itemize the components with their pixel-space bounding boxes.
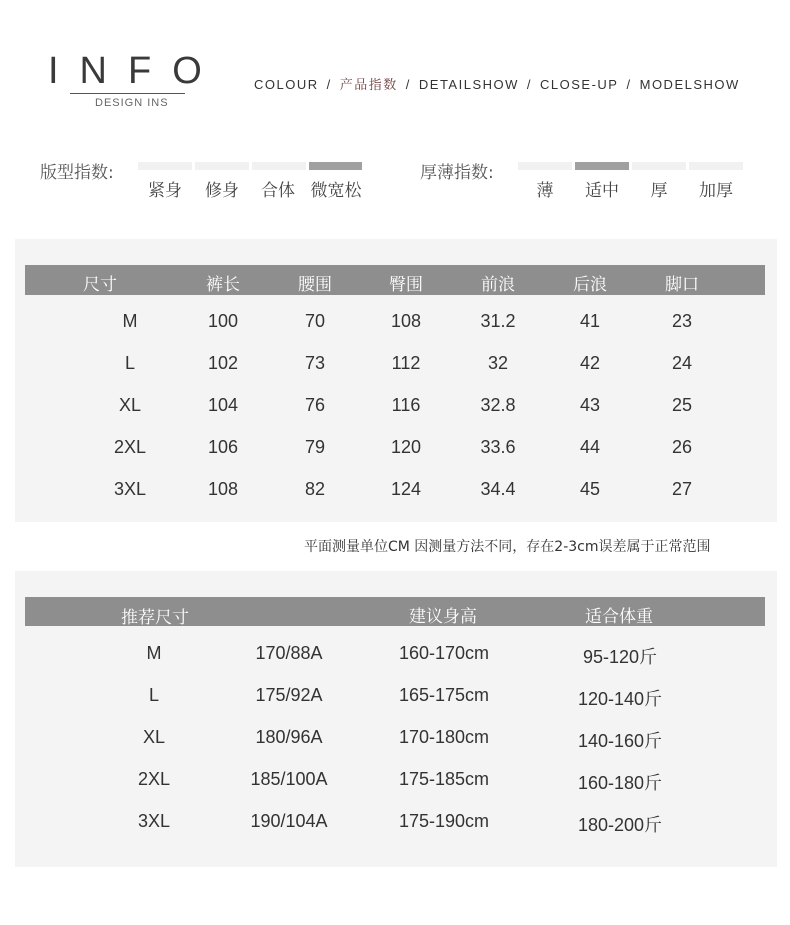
recommend-value-cell: 180/96A <box>255 727 323 747</box>
recommend-size-cell: 3XL <box>137 811 171 831</box>
fit-bar-2 <box>252 162 306 170</box>
fit-option: 紧身 <box>148 181 182 201</box>
thickness-option: 厚 <box>650 181 668 201</box>
recommend-size-cell: L <box>148 685 159 705</box>
size-value-cell: 41 <box>579 311 601 331</box>
recommend-value-cell: 170/88A <box>255 643 323 663</box>
nav-separator: / <box>626 77 632 92</box>
size-value-cell: 70 <box>304 311 326 331</box>
recommend-value-cell: 190/104A <box>250 811 328 831</box>
measurement-note: 平面测量单位CM 因测量方法不同，存在2-3cm误差属于正常范围 <box>304 539 711 555</box>
nav-separator: / <box>405 77 411 92</box>
size-table-header <box>25 265 765 295</box>
recommend-value-cell: 160-180斤 <box>577 773 663 793</box>
size-value-cell: 32.8 <box>480 395 516 415</box>
size-value-cell: 100 <box>207 311 239 331</box>
nav-product-index[interactable]: 产品指数 <box>339 77 398 92</box>
size-label-cell: M <box>122 311 138 331</box>
size-value-cell: 43 <box>579 395 601 415</box>
thickness-bar-0 <box>518 162 572 170</box>
size-value-cell: 104 <box>207 395 239 415</box>
fit-option: 微宽松 <box>310 181 362 201</box>
recommend-value-cell: 185/100A <box>250 769 328 789</box>
size-value-cell: 34.4 <box>480 479 516 499</box>
size-value-cell: 76 <box>304 395 326 415</box>
size-value-cell: 124 <box>390 479 422 499</box>
size-label-cell: 2XL <box>113 437 147 457</box>
size-value-cell: 116 <box>391 395 421 415</box>
size-value-cell: 120 <box>390 437 422 457</box>
size-value-cell: 31.2 <box>480 311 516 331</box>
nav-close-up[interactable]: CLOSE-UP <box>540 77 619 92</box>
size-value-cell: 108 <box>390 311 422 331</box>
size-header-cell: 腰围 <box>298 275 332 295</box>
size-header-cell: 后浪 <box>573 275 607 295</box>
recommend-size-cell: XL <box>142 727 166 747</box>
size-header-cell: 前浪 <box>481 275 515 295</box>
recommend-value-cell: 170-180cm <box>398 727 490 747</box>
size-value-cell: 27 <box>671 479 693 499</box>
fit-option: 修身 <box>205 181 239 201</box>
recommend-value-cell: 175-185cm <box>398 769 490 789</box>
size-label-cell: 3XL <box>113 479 147 499</box>
size-value-cell: 112 <box>391 353 421 373</box>
size-header-cell: 臀围 <box>389 275 423 295</box>
info-subtitle: DESIGN INS <box>95 97 169 109</box>
size-value-cell: 44 <box>579 437 601 457</box>
size-value-cell: 26 <box>671 437 693 457</box>
fit-index-label: 版型指数: <box>40 163 114 183</box>
recommend-table-header <box>25 597 765 626</box>
title-underline <box>70 93 185 94</box>
thickness-bar-1 <box>575 162 629 170</box>
size-value-cell: 23 <box>671 311 693 331</box>
section-nav <box>254 74 740 93</box>
size-header-cell: 脚口 <box>665 275 699 295</box>
recommend-value-cell: 175-190cm <box>398 811 490 831</box>
nav-separator: / <box>326 77 332 92</box>
recommend-value-cell: 95-120斤 <box>582 647 658 667</box>
info-title: INFO <box>48 50 223 92</box>
recommend-value-cell: 160-170cm <box>398 643 490 663</box>
recommend-value-cell: 120-140斤 <box>577 689 663 709</box>
size-value-cell: 79 <box>304 437 326 457</box>
size-header-cell: 裤长 <box>206 275 240 295</box>
size-header-cell: 尺寸 <box>83 275 117 295</box>
recommend-size-cell: 2XL <box>137 769 171 789</box>
fit-bar-1 <box>195 162 249 170</box>
size-value-cell: 33.6 <box>480 437 516 457</box>
size-value-cell: 106 <box>207 437 239 457</box>
size-value-cell: 45 <box>579 479 601 499</box>
recommend-value-cell: 165-175cm <box>398 685 490 705</box>
thickness-bar-2 <box>632 162 686 170</box>
nav-colour[interactable]: COLOUR <box>254 77 319 92</box>
size-value-cell: 102 <box>207 353 239 373</box>
recommend-header-cell: 适合体重 <box>585 607 653 627</box>
size-label-cell: L <box>124 353 135 373</box>
recommend-header-cell: 建议身高 <box>409 607 477 627</box>
thickness-index-label: 厚薄指数: <box>420 163 494 183</box>
size-value-cell: 82 <box>304 479 326 499</box>
size-value-cell: 24 <box>671 353 693 373</box>
size-value-cell: 108 <box>207 479 239 499</box>
recommend-value-cell: 140-160斤 <box>577 731 663 751</box>
fit-bar-0 <box>138 162 192 170</box>
size-value-cell: 25 <box>671 395 693 415</box>
fit-bar-3 <box>309 162 362 170</box>
thickness-option: 适中 <box>585 181 619 201</box>
recommend-header-cell: 推荐尺寸 <box>121 608 189 628</box>
nav-separator: / <box>526 77 533 92</box>
recommend-value-cell: 180-200斤 <box>577 815 663 835</box>
nav-modelshow[interactable]: MODELSHOW <box>639 77 740 92</box>
thickness-bar-3 <box>689 162 743 170</box>
thickness-option: 加厚 <box>699 181 733 201</box>
thickness-option: 薄 <box>536 181 554 201</box>
fit-option: 合体 <box>261 181 295 201</box>
nav-detailshow[interactable]: DETAILSHOW <box>418 77 519 92</box>
size-value-cell: 42 <box>579 353 601 373</box>
recommend-value-cell: 175/92A <box>255 685 323 705</box>
size-value-cell: 73 <box>304 353 326 373</box>
recommend-size-cell: M <box>146 643 162 663</box>
size-value-cell: 32 <box>487 353 509 373</box>
size-label-cell: XL <box>118 395 142 415</box>
